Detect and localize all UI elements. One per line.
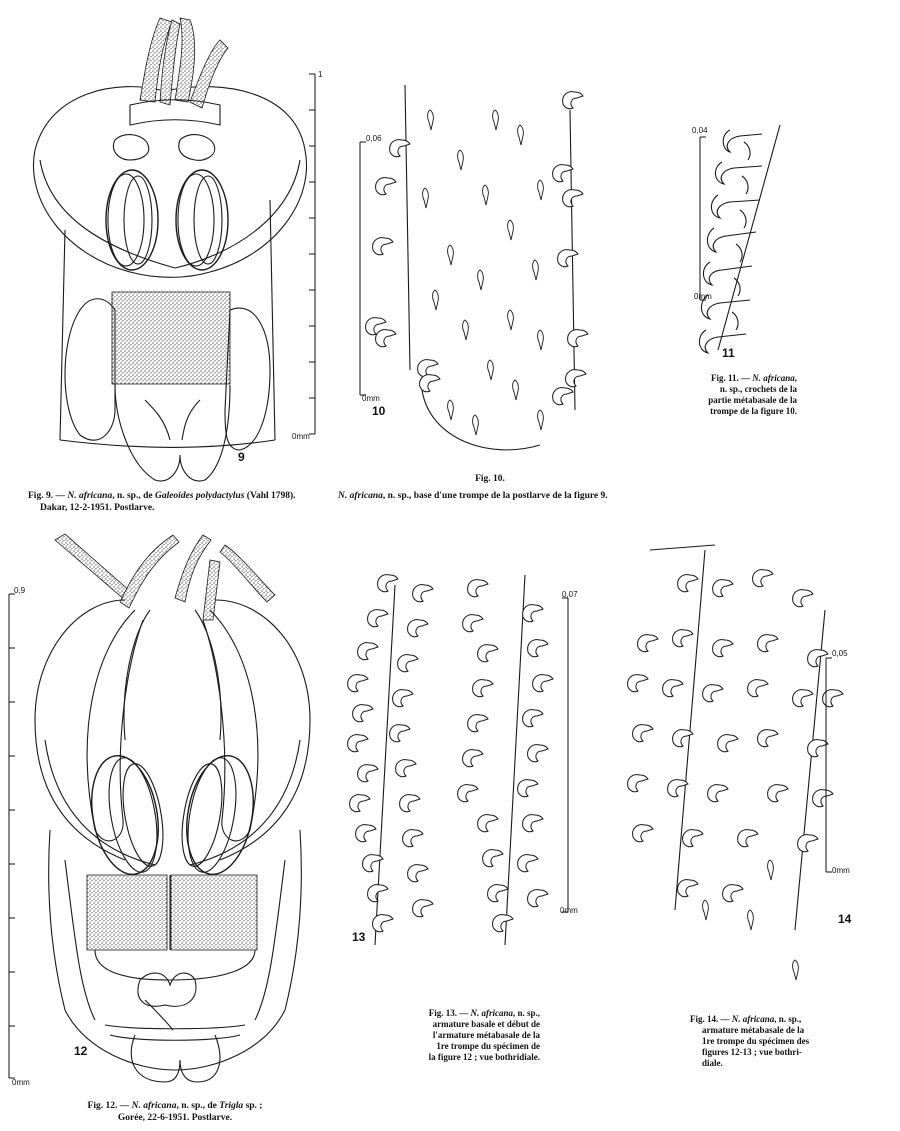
figure-10-drawing	[360, 70, 600, 470]
figure-10-number: 10	[372, 404, 386, 418]
figure-13-drawing	[340, 555, 580, 955]
figure-9-scale-bar	[305, 72, 325, 442]
figure-13-scale-zero: 0mm	[560, 906, 578, 915]
figure-13-scale-bar	[560, 596, 576, 916]
figure-10-title: Fig. 10.	[475, 474, 505, 484]
figure-10-caption: N. africana, n. sp., base d'une trompe de la postlarve de la figure 9.	[338, 491, 608, 501]
figure-11-caption: Fig. 11. — N. africana, n. sp., crochets de la partie métabasale de la trompe de la figure 10.	[708, 373, 797, 416]
figure-14-scale-bar	[822, 656, 838, 876]
figure-11-scale-top: 0,04	[692, 126, 708, 135]
figure-12-drawing	[25, 530, 325, 1090]
figure-12-scale-bar	[3, 592, 19, 1082]
figure-11-scale-bar	[692, 135, 708, 305]
figure-12-caption: Fig. 12. — N. africana, n. sp., de Trigla sp. ; Gorée, 22-6-1951. Postlarve.	[87, 1101, 263, 1123]
figure-9-number: 9	[238, 450, 245, 464]
figure-9-drawing	[20, 10, 330, 485]
figure-10-scale-bar	[350, 140, 370, 400]
figure-10-scale-top: 0,06	[366, 134, 382, 143]
figure-9-scale-zero: 0mm	[292, 432, 310, 441]
figure-11-number: 11	[722, 346, 735, 360]
figure-13-scale-top: 0,07	[562, 590, 578, 599]
figure-14-caption: Fig. 14. — N. africana, n. sp., armature métabasale de la 1re trompe du spécimen des figures 12-13 ; vue bothri- diale.	[690, 1014, 810, 1068]
figure-10-scale-zero: 0mm	[362, 394, 380, 403]
figure-11-scale-zero: 0mm	[694, 292, 712, 301]
figure-13-number: 13	[352, 930, 366, 944]
figure-14-scale-top: 0,05	[832, 649, 848, 658]
figure-9-caption: Fig. 9. — N. africana, n. sp., de Galeoides polydactylus (Vahl 1798). Dakar, 12-2-1951. Postlarve.	[28, 491, 296, 513]
figure-12-scale-zero: 0mm	[12, 1078, 30, 1087]
figure-9-scale-top: 1	[318, 70, 323, 79]
figure-13-caption: Fig. 13. — N. africana, n. sp., armature basale et début de l'armature métabasale de la 1re trompe du spécimen de la figure 12 ; vue bothridiale.	[428, 1008, 540, 1062]
figure-14-number: 14	[838, 912, 852, 926]
figure-11-drawing	[700, 120, 790, 360]
figure-14-scale-zero: 0mm	[832, 866, 850, 875]
figure-12-scale-top: 0,9	[14, 586, 26, 595]
figure-12-number: 12	[74, 1044, 88, 1058]
